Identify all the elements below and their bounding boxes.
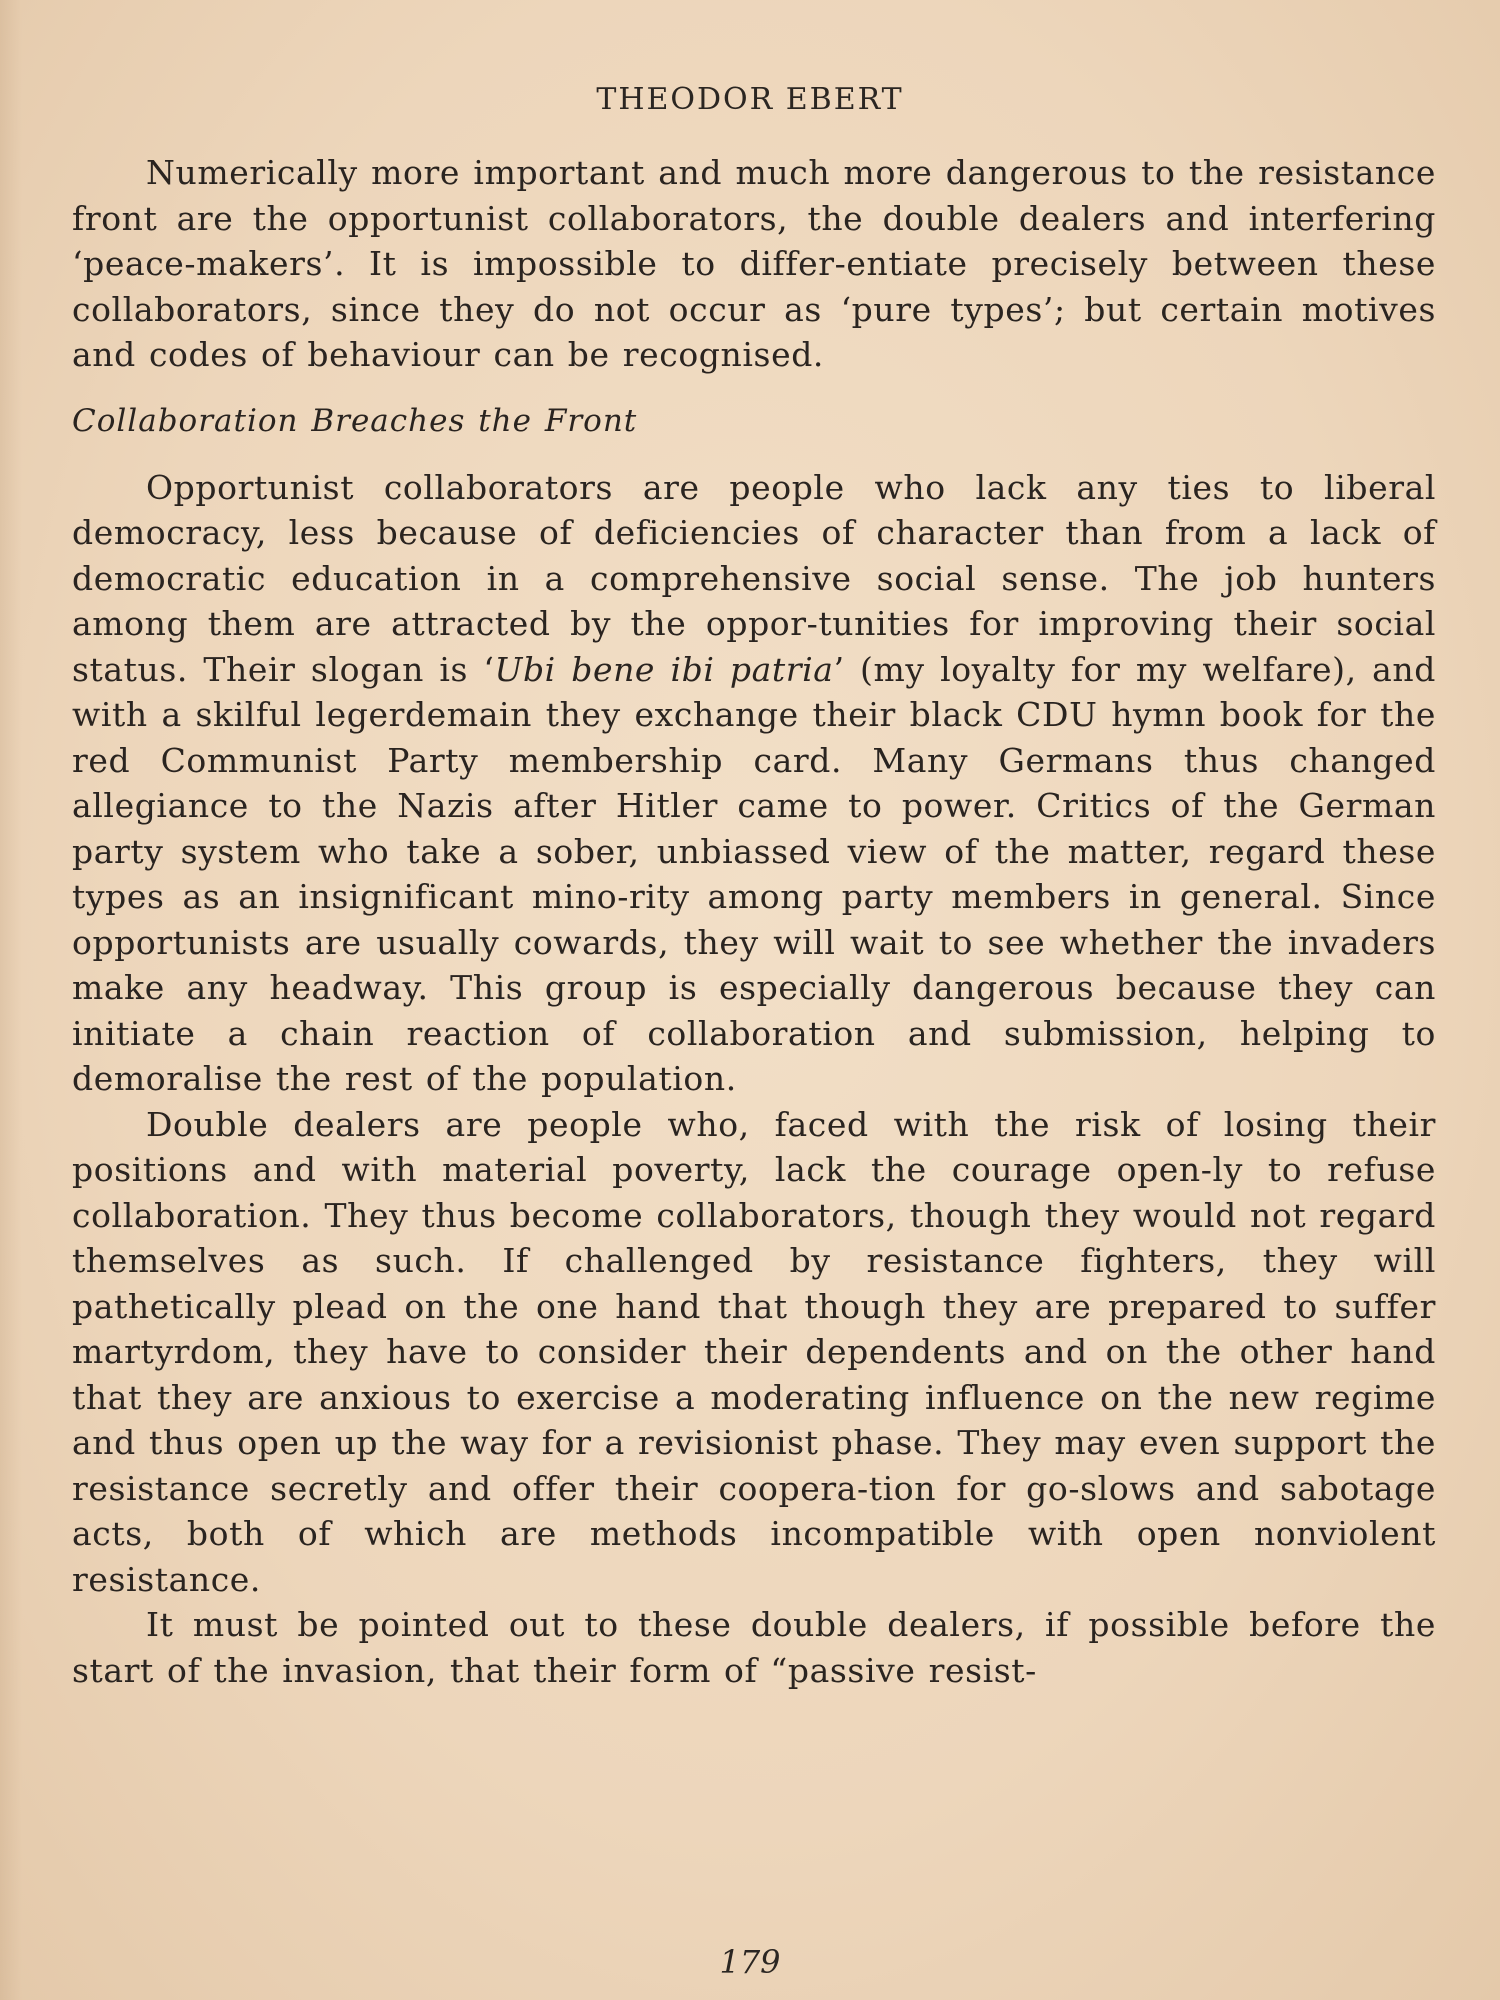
paragraph-3: Double dealers are people who, faced with the risk of losing their positions and with material poverty, lack the courage open-ly to refuse collaboration. They thus become collaborators, though they would not regard themselves as such. If challenged by resistance fighters, they will pathetically plead on the one hand that though they are prepared to suffer martyrdom, they have to consider their dependents and on the other hand that they are anxious to exercise a moderating influence on the new regime and thus open up the way for a revisionist phase. They may even support the resistance secretly and offer their coopera-tion for go-slows and sabotage acts, both of which are methods incompatible with open nonviolent resistance. — [72, 1104, 1436, 1599]
page-edge-shadow — [0, 0, 22, 2000]
paragraph-2-part-a: Opportunist collaborators are people who lack any ties to liberal democracy, less because of deficiencies of character than from a lack of democratic education in a comprehensive social sense. The job hunters among them are attracted by the oppor-tunities for improving their social status. Their slogan is ‘ — [72, 467, 1436, 689]
body-text — [72, 150, 1436, 1693]
running-head: THEODOR EBERT — [596, 82, 904, 117]
latin-phrase: Ubi bene ibi patria — [494, 649, 834, 689]
paragraph-2 — [72, 465, 1436, 1102]
section-heading: Collaboration Breaches the Front — [72, 402, 638, 439]
page-number: 179 — [719, 1943, 781, 1981]
paragraph-2-part-b: ’ (my loyalty for my welfare), and with a skilful legerdemain they exchange their black CDU hymn book for the red Communist Party membership card. Many Germans thus changed allegiance to the Nazis after Hitler came to power. Critics of the German party system who take a sober, unbiassed view of the matter, regard these types as an insignificant mino-rity among party members in general. Since opportunists are usually cowards, they will wait to see whether the invaders make any headway. This group is especially dangerous because they can initiate a chain reaction of collaboration and submission, helping to demoralise the rest of the population. — [72, 649, 1436, 1098]
paragraph-4: It must be pointed out to these double dealers, if possible before the start of the invasion, that their form of “passive resist- — [72, 1605, 1436, 1690]
paragraph-1: Numerically more important and much more dangerous to the resistance front are the opportunist collaborators, the double dealers and interfering ‘peace-makers’. It is impossible to differ-entiate precisely between these collaborators, since they do not occur as ‘pure types’; but certain motives and codes of behaviour can be recognised. — [72, 153, 1436, 374]
